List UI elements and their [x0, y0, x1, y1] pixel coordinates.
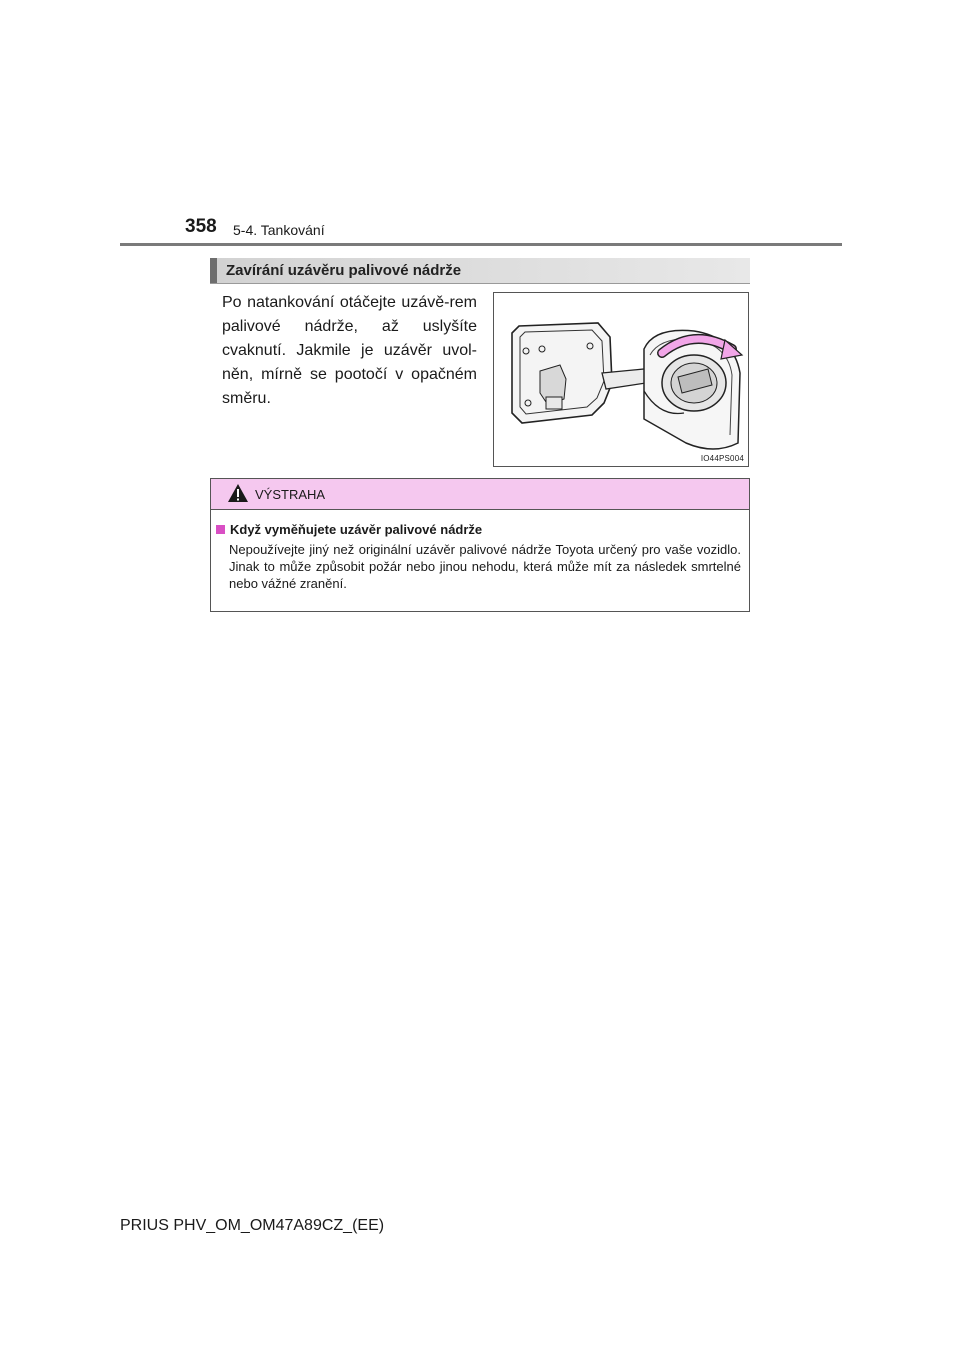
warning-item-title-text: Když vyměňujete uzávěr palivové nádrže: [230, 522, 483, 537]
section-body-text: Po natankování otáčejte uzávě-rem palivové nádrže, až uslyšíte cvaknutí. Jakmile je uzávěr uvol-něn, mírně se pootočí v opačném směru.: [222, 294, 477, 407]
warning-header: [211, 479, 749, 510]
fuel-cap-illustration: [494, 293, 748, 466]
fuel-cap-figure: [493, 292, 749, 467]
section-path: 5-4. Tankování: [233, 222, 325, 238]
header-divider: [120, 243, 842, 246]
warning-label: VÝSTRAHA: [255, 487, 326, 502]
section-heading: [210, 258, 750, 284]
warning-item-title: [216, 522, 482, 537]
heading-accent-bar: [210, 258, 217, 283]
figure-code: IO44PS004: [700, 454, 744, 463]
warning-box: [210, 478, 750, 612]
warning-triangle-icon: [227, 483, 249, 503]
section-heading-text: Zavírání uzávěru palivové nádrže: [226, 262, 462, 279]
bullet-square-icon: [216, 525, 225, 534]
footer-model-code: PRIUS PHV_OM_OM47A89CZ_(EE): [120, 1217, 385, 1234]
page-number: 358: [185, 216, 217, 237]
warning-item-text: Nepoužívejte jiný než originální uzávěr palivové nádrže Toyota určený pro vaše vozidlo. Jinak to může způsobit požár nebo jinou nehodu, která může mít za následek smrtelné nebo vážné zranění.: [229, 542, 741, 591]
